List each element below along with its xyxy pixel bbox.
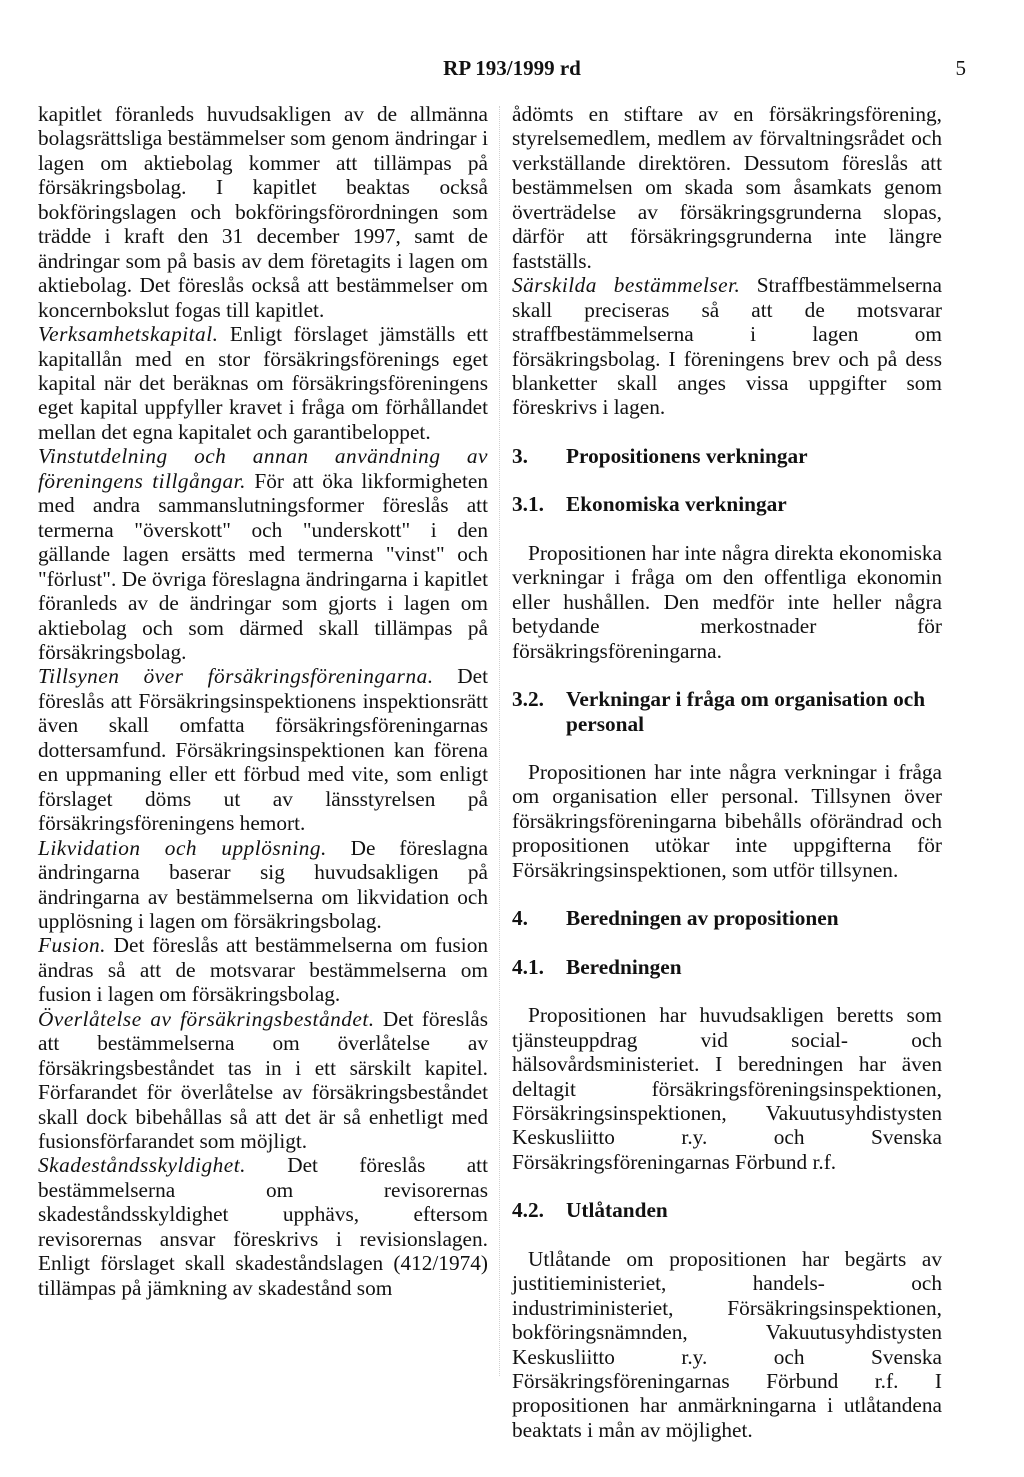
right-column bbox=[512, 102, 942, 1442]
paragraph-text: Det föreslås att bestämmelserna om fusion ändras så att de motsvarar bestämmelserna om fusion i lagen om försäkringsbolag. bbox=[38, 933, 488, 1007]
paragraph: Propositionen har inte några verkningar i fråga om organisation eller personal. Tillsynen över försäkringsföreningarna bibehålls oförändrad och propositionen utökar inte uppgifterna för Försäkringsinspektionen, som utför tillsynen. bbox=[512, 759, 942, 882]
subsection-title: Vinstutdelning och annan användning av föreningens tillgångar. bbox=[38, 444, 488, 493]
subsection-title: Överlåtelse av försäkringsbeståndet. bbox=[38, 1006, 375, 1031]
column-divider bbox=[499, 106, 500, 1376]
paragraph bbox=[38, 836, 488, 934]
subsection-title: Likvidation och upplösning. bbox=[38, 835, 327, 860]
document-reference: RP 193/1999 rd bbox=[443, 56, 581, 80]
paragraph: ådömts en stiftare av en försäkringsförening, styrelsemedlem, medlem av förvaltningsrådet och verkställande direktören. Dessutom föreslås att bestämmelsen om skada som åsamkats genom överträdelse av försäkringsgrunderna slopas, därför att försäkringsgrunderna inte längre fastställs. bbox=[512, 102, 942, 273]
paragraph-text: Straffbestämmelserna skall preciseras så att de motsvarar straffbestämmelserna i lagen om försäkringsbolag. I föreningens brev och på dess blanketter skall anges vissa uppgifter som föreskrivs i lagen. bbox=[512, 273, 943, 420]
paragraph-text: För att öka likformigheten med andra sammanslutningsformer föreslås att termerna "överskott" och "underskott" i den gällande lagen ersätts med termerna "vinst" och "förlust". De övriga föreslagna ändringarna i kapitlet föranleds av de ändringar som gjorts i lagen om aktiebolag och som därmed skall tillämpas på försäkringsbolag. bbox=[38, 468, 488, 664]
section-heading bbox=[512, 444, 942, 468]
paragraph bbox=[512, 273, 942, 420]
section-number: 4. bbox=[512, 906, 528, 931]
paragraph bbox=[38, 933, 488, 1006]
paragraph-text: De föreslagna ändringarna baserar sig huvudsakligen på ändringarna av bestämmelserna om likvidation och upplösning i lagen om försäkringsbolag. bbox=[38, 835, 488, 933]
paragraph: Utlåtande om propositionen har begärts av justitieministeriet, handels- och industriministeriet, Försäkringsinspektionen, bokföringsnämnden, Vakuutusyhdistysten Keskusliitto r.y. och Svenska Försäkringsföreningarnas Förbund r.f. I propositionen har anmärkningarna i utlåtandena beaktats i mån av möjlighet. bbox=[512, 1246, 942, 1442]
subsection-title: Skadeståndsskyldighet. bbox=[38, 1153, 246, 1178]
page-header bbox=[0, 56, 1024, 86]
paragraph: kapitlet föranleds huvudsakligen av de allmänna bolagsrättsliga bestämmelser som genom ändringar i lagen om aktiebolag kommer att tillämpas på försäkringsbolag. I kapitlet beaktas också bokföringslagen och bokföringsförordningen som trädde i kraft den 31 december 1997, samt de ändringar som på basis av dem företagits i lagen om aktiebolag. Det föreslås också att bestämmelser om koncernbokslut fogas till kapitlet. bbox=[38, 102, 488, 322]
paragraph: Propositionen har inte några direkta ekonomiska verkningar i fråga om den offentliga ekonomin eller hushållen. Den medför inte heller några betydande merkostnader för försäkringsföreningarna. bbox=[512, 540, 942, 663]
subsection-heading bbox=[512, 687, 942, 736]
section-number: 3.2. bbox=[512, 687, 544, 712]
paragraph bbox=[38, 444, 488, 664]
section-number: 4.1. bbox=[512, 954, 544, 979]
subsection-heading bbox=[512, 492, 942, 516]
page-number: 5 bbox=[955, 56, 966, 80]
left-column bbox=[38, 102, 488, 1300]
paragraph bbox=[38, 1153, 488, 1300]
paragraph bbox=[38, 1007, 488, 1154]
section-number: 4.2. bbox=[512, 1198, 544, 1223]
section-number: 3.1. bbox=[512, 492, 544, 517]
paragraph bbox=[38, 322, 488, 444]
paragraph-text: Det föreslås att Försäkringsinspektionens inspektionsrätt även skall omfatta försäkringsföreningarnas dottersamfund. Försäkringsinspektionen kan förena en uppmaning eller ett förbud med vite, som enligt förslaget döms ut av länsstyrelsen på försäkringsföreningens hemort. bbox=[38, 664, 489, 836]
section-title: Utlåtanden bbox=[566, 1198, 668, 1223]
subsection-title: Särskilda bestämmelser. bbox=[512, 273, 741, 298]
paragraph bbox=[38, 664, 488, 835]
paragraph: Propositionen har huvudsakligen beretts som tjänsteuppdrag vid social- och hälsovårdsministeriet. I beredningen har även deltagit försäkringsföreningsinspektionen, Försäkringsinspektionen, Vakuutusyhdistysten Keskusliitto r.y. och Svenska Försäkringsföreningarnas Förbund r.f. bbox=[512, 1003, 942, 1174]
section-title: Beredningen bbox=[566, 954, 682, 979]
paragraph-text: Enligt förslaget jämställs ett kapitallån med en stor försäkringsförenings eget kapital när det beräknas om försäkringsföreningens eget kapital uppfyller kravet i fråga om förhållandet mellan det egna kapitalet och garantibeloppet. bbox=[38, 322, 488, 444]
section-title: Propositionens verkningar bbox=[566, 443, 808, 468]
section-title: Beredningen av propositionen bbox=[566, 906, 839, 931]
paragraph-text: Det föreslås att bestämmelserna om revisorernas skadeståndsskyldighet upphävs, eftersom revisorernas ansvar föreskrivs i revisionslagen. Enligt förslaget skall skadeståndslagen (412/1974) tillämpas på jämkning av skadestånd som bbox=[38, 1153, 488, 1300]
section-number: 3. bbox=[512, 443, 528, 468]
section-heading bbox=[512, 906, 942, 930]
paragraph-text: Det föreslås att bestämmelserna om överlåtelse av försäkringsbeståndet tas in i ett särskilt kapitel. Förfarandet för överlåtelse av försäkringsbeståndet skall dock bibehållas så att det är så enhetligt med fusionsförfarandet som möjligt. bbox=[38, 1006, 488, 1154]
subsection-title: Tillsynen över försäkringsföreningarna. bbox=[38, 664, 434, 689]
subsection-title: Fusion. bbox=[38, 933, 106, 958]
section-title: Verkningar i fråga om organisation och personal bbox=[566, 687, 926, 736]
subsection-heading bbox=[512, 955, 942, 979]
subsection-title: Verksamhetskapital. bbox=[38, 322, 219, 347]
section-title: Ekonomiska verkningar bbox=[566, 492, 787, 517]
subsection-heading bbox=[512, 1198, 942, 1222]
